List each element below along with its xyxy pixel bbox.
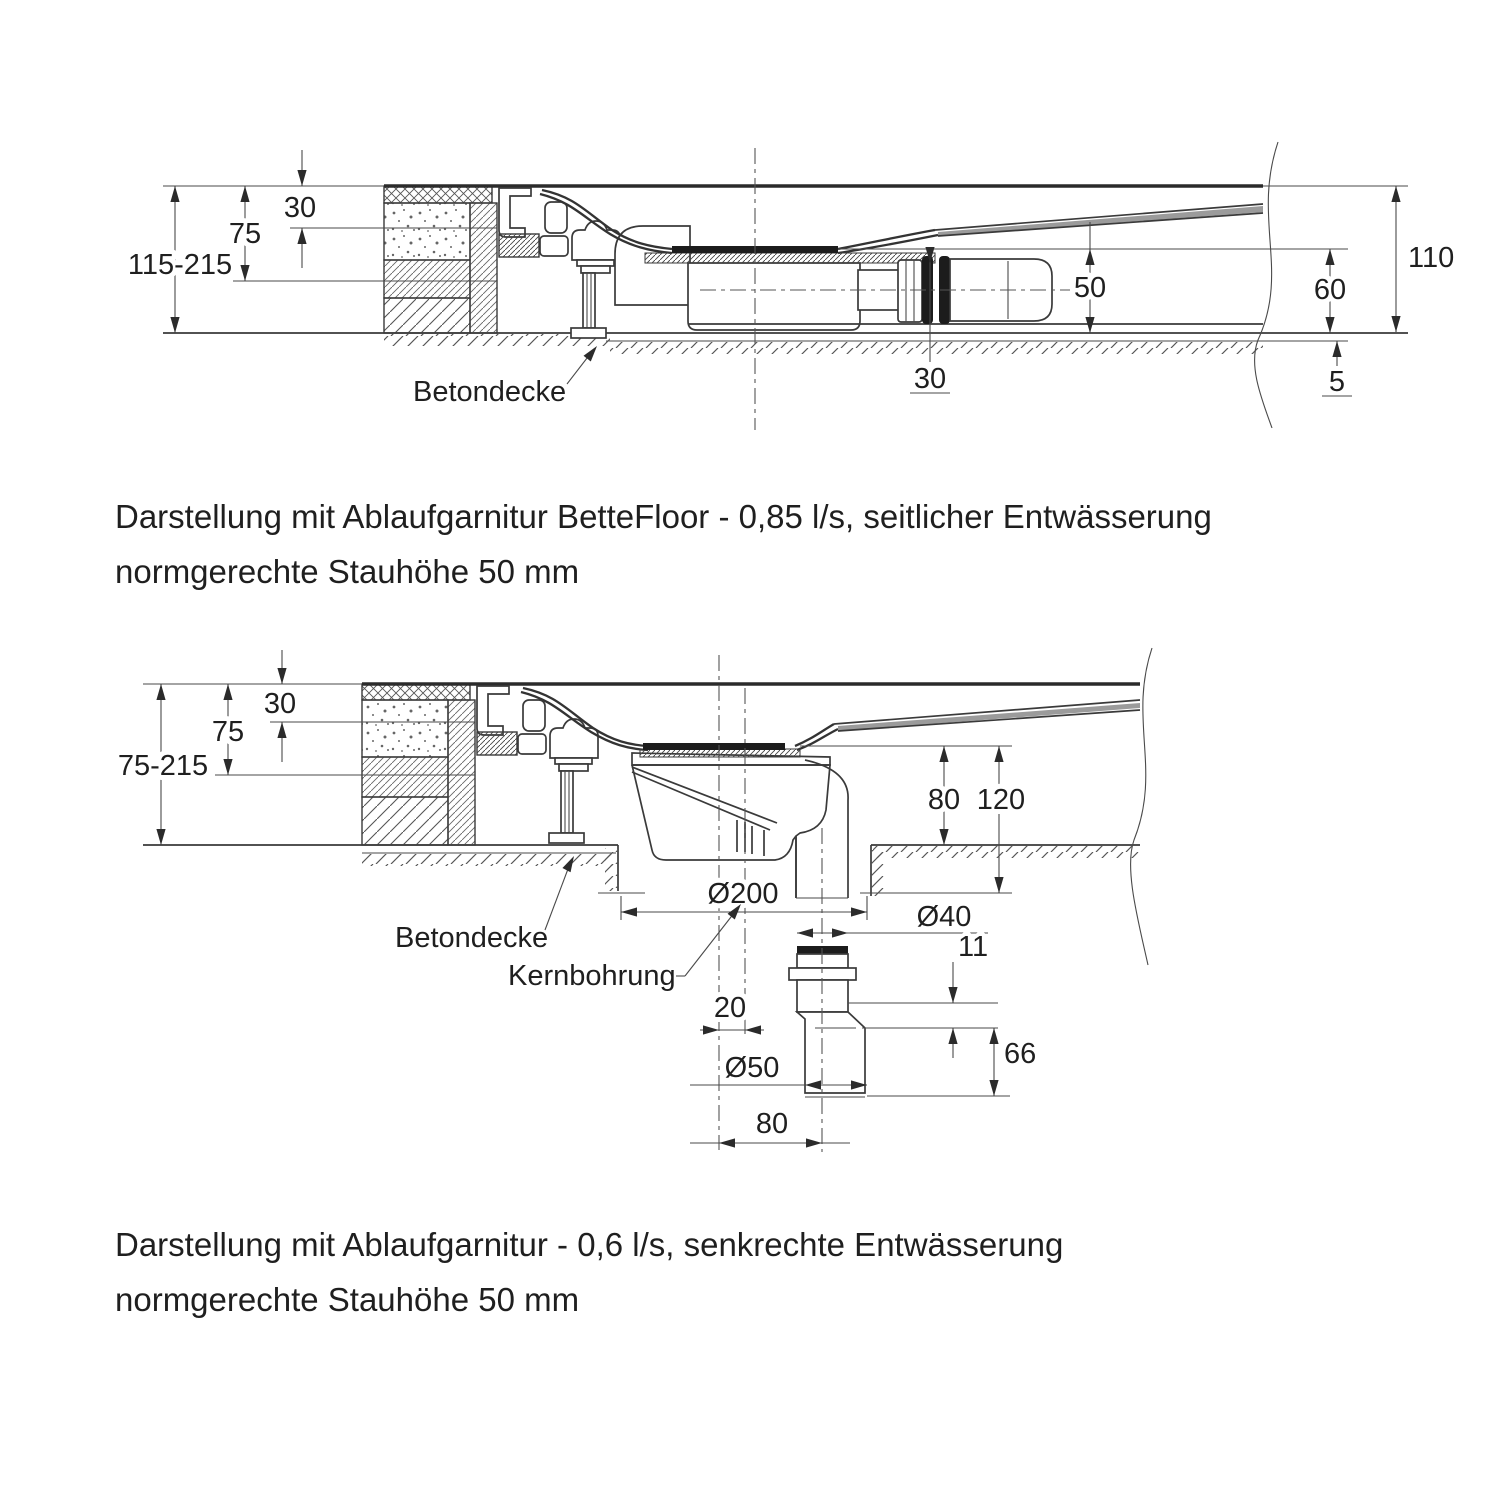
caption-diagram2-line2: normgerechte Stauhöhe 50 mm bbox=[115, 1281, 580, 1318]
slope-gray-band bbox=[938, 206, 1263, 236]
concrete-slab-callout bbox=[413, 343, 601, 408]
break-line bbox=[1131, 648, 1152, 965]
dim-120-label: 120 bbox=[976, 784, 1026, 816]
tray-sheet bbox=[521, 688, 1140, 750]
dim-40-label: Ø40 bbox=[916, 901, 972, 933]
rim-profile-and-bracket bbox=[477, 686, 598, 771]
dim-50-label: Ø50 bbox=[724, 1052, 780, 1084]
dim-80-label: 80 bbox=[927, 784, 961, 816]
dim-115-215-label: 115-215 bbox=[127, 249, 233, 281]
drain-assembly-vertical bbox=[632, 743, 848, 898]
offset-fitting bbox=[789, 946, 865, 1097]
dim-60-label: 60 bbox=[1313, 274, 1347, 306]
floor-slab-top bbox=[163, 333, 1408, 354]
adjustable-foot bbox=[549, 771, 584, 843]
dim-75-label: 75 bbox=[228, 218, 262, 250]
floor-slab-with-core-hole bbox=[143, 845, 1140, 896]
dim-50-label: 50 bbox=[1073, 272, 1107, 304]
betondecke-label: Betondecke bbox=[413, 376, 567, 408]
dim-80-offset-label: 80 bbox=[755, 1108, 789, 1140]
dim-66-label: 66 bbox=[1004, 1038, 1037, 1070]
dim-5-label: 5 bbox=[1328, 366, 1346, 398]
caption-diagram2-line1: Darstellung mit Ablaufgarnitur - 0,6 l/s, senkrechte Entwässerung bbox=[115, 1226, 1064, 1263]
caption-diagram1-line2: normgerechte Stauhöhe 50 mm bbox=[115, 553, 580, 590]
concrete-slab-callout bbox=[395, 854, 578, 954]
wall-section bbox=[362, 684, 475, 845]
slope-gray-band bbox=[838, 703, 1140, 731]
dim-30-offset-label: 30 bbox=[913, 363, 947, 395]
drain-assembly-horizontal bbox=[645, 246, 1263, 330]
betondecke-label: Betondecke bbox=[395, 922, 549, 954]
wall-section bbox=[384, 186, 497, 333]
drain-grate bbox=[643, 743, 785, 750]
diagram-vertical-drainage bbox=[0, 620, 1500, 1220]
dim-110-label: 110 bbox=[1408, 242, 1455, 274]
dim-20-label: 20 bbox=[713, 992, 747, 1024]
dim-11-label: 11 bbox=[958, 931, 989, 963]
dim-75-215-label: 75-215 bbox=[117, 750, 209, 782]
dim-30-label: 30 bbox=[263, 688, 297, 720]
dim-200-label: Ø200 bbox=[707, 878, 779, 910]
diagram-side-drainage bbox=[0, 0, 1500, 470]
dim-30-label: 30 bbox=[283, 192, 317, 224]
caption-diagram1-line1: Darstellung mit Ablaufgarnitur BetteFloor - 0,85 l/s, seitlicher Entwässerung bbox=[115, 498, 1212, 535]
adjustable-foot bbox=[571, 273, 606, 338]
dim-75-label: 75 bbox=[211, 716, 245, 748]
kernbohrung-label: Kernbohrung bbox=[508, 960, 676, 992]
